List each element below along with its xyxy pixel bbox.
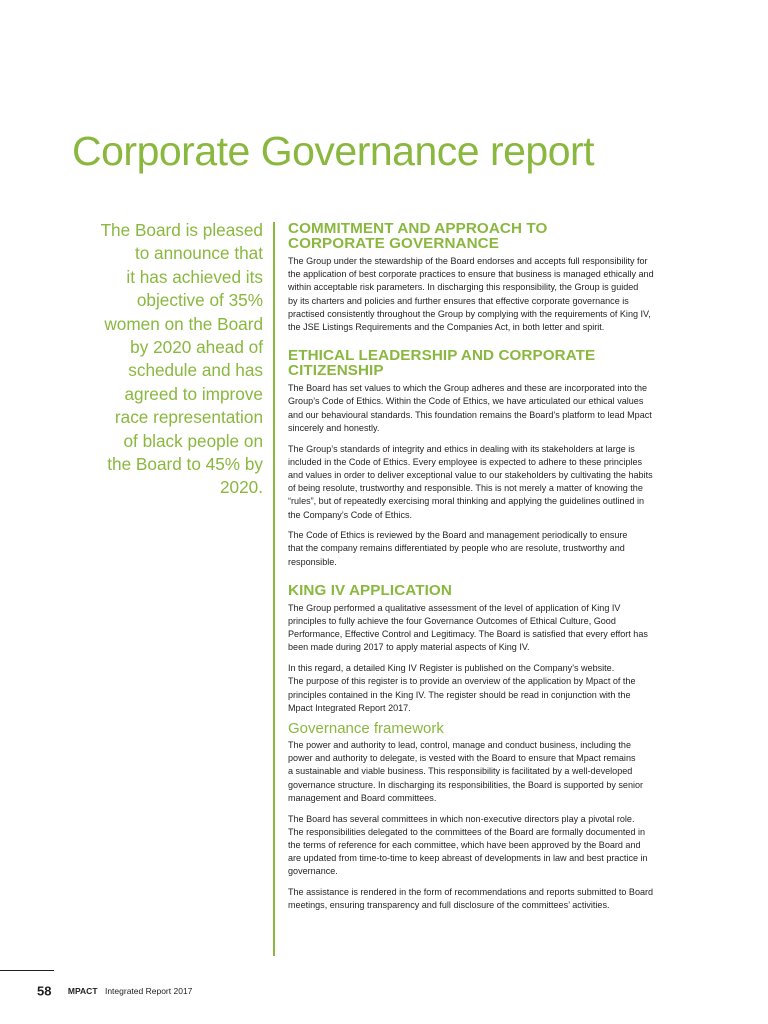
paragraph: The Code of Ethics is reviewed by the Board and management periodically to ensure that the company remains differentiated by people who are resolute, trustworthy and responsible.	[288, 530, 628, 567]
page-number: 58	[37, 983, 52, 999]
pull-quote	[78, 219, 263, 500]
paragraph: The Board has set values to which the Group adheres and these are incorporated into the Group’s Code of Ethics. Within the Code of Ethics, we have articulated our ethical values and our behavioural standards. This foundation remains the Board’s platform to lead Mpact sincerely and honestly.	[288, 383, 652, 433]
pull-quote-line: objective of 35%	[136, 290, 263, 311]
pull-quote-line: women on the Board	[104, 313, 263, 334]
page-title: Corporate Governance report	[72, 128, 595, 174]
pull-quote-line: race representation	[114, 407, 263, 428]
vertical-divider	[273, 222, 275, 956]
paragraph: The Group under the stewardship of the Board endorses and accepts full responsibility for the application of best corporate practices to ensure that business is managed ethically and within acceptable risk parameters. In discharging this responsibility, the Group is guided by its charters and policies and further ensures that effective corporate governance is practised consistently throughout the Group by complying with the requirements of King IV, the JSE Listings Requirements and the Companies Act, in both letter and spirit.	[288, 256, 654, 333]
paragraph: The assistance is rendered in the form of recommendations and reports submitted to Board meetings, ensuring transparency and full disclosure of the committees’ activities.	[288, 887, 654, 911]
pull-quote-line: of black people on	[123, 430, 263, 451]
pull-quote-line: the Board to 45% by	[107, 454, 263, 475]
pull-quote-line: 2020.	[219, 477, 263, 498]
paragraph: The power and authority to lead, control, manage and conduct business, including the power and authority to delegate, is vested with the Board to ensure that Mpact remains a sustainable and viable business. This responsibility is facilitated by a well-developed governance structure. In discharging its responsibilities, the Board is supported by senior management and Board committees.	[288, 739, 644, 803]
paragraph: The Group’s standards of integrity and ethics in dealing with its stakeholders at large is included in the Code of Ethics. Every employee is expected to adhere to these principles and values in order to deliver exceptional value to our stakeholders by cultivating the habits of being resolute, trustworthy and responsible. This is not merely a matter of knowing the “rules”, but of repeatedly exercising moral thinking and applying the guidelines outlined in the Company’s Code of Ethics.	[288, 443, 653, 520]
pull-quote-line: to announce that	[134, 243, 263, 264]
paragraph: In this regard, a detailed King IV Register is published on the Company’s website. The purpose of this register is to provide an overview of the application by Mpact of the principles contained in the King IV. The register should be read in conjunction with the Mpact Integrated Report 2017.	[288, 663, 636, 713]
section-heading-ethical-leadership: ETHICAL LEADERSHIP AND CORPORATE CITIZENSHIP	[288, 347, 596, 380]
section-heading-king-iv: KING IV APPLICATION	[288, 581, 452, 599]
footer-brand: MPACT	[67, 985, 98, 996]
subsection-heading-governance-framework: Governance framework	[288, 719, 444, 737]
paragraph: The Group performed a qualitative assessment of the level of application of King IV principles to fully achieve the four Governance Outcomes of Ethical Culture, Good Performance, Effective Control and Legitimacy. The Board is satisfied that every effort has been made during 2017 to apply material aspects of King IV.	[288, 602, 648, 653]
section-heading-commitment: COMMITMENT AND APPROACH TO CORPORATE GOVERNANCE	[288, 220, 548, 252]
main-column	[288, 221, 706, 912]
footer-report-title: Integrated Report 2017	[104, 985, 193, 996]
pull-quote-line: The Board is pleased	[100, 220, 263, 240]
pull-quote-line: it has achieved its	[126, 266, 263, 287]
footer-rule	[0, 970, 54, 971]
pull-quote-line: by 2020 ahead of	[130, 337, 263, 358]
pull-quote-line: schedule and has	[128, 360, 263, 381]
footer	[37, 982, 192, 1000]
paragraph: The Board has several committees in which non-executive directors play a pivotal role. The responsibilities delegated to the committees of the Board are formally documented in the terms of reference for each committee, which have been approved by the Board and are updated from time-to-time to keep abreast of developments in law and best practice in governance.	[288, 813, 648, 877]
pull-quote-line: agreed to improve	[124, 383, 263, 404]
